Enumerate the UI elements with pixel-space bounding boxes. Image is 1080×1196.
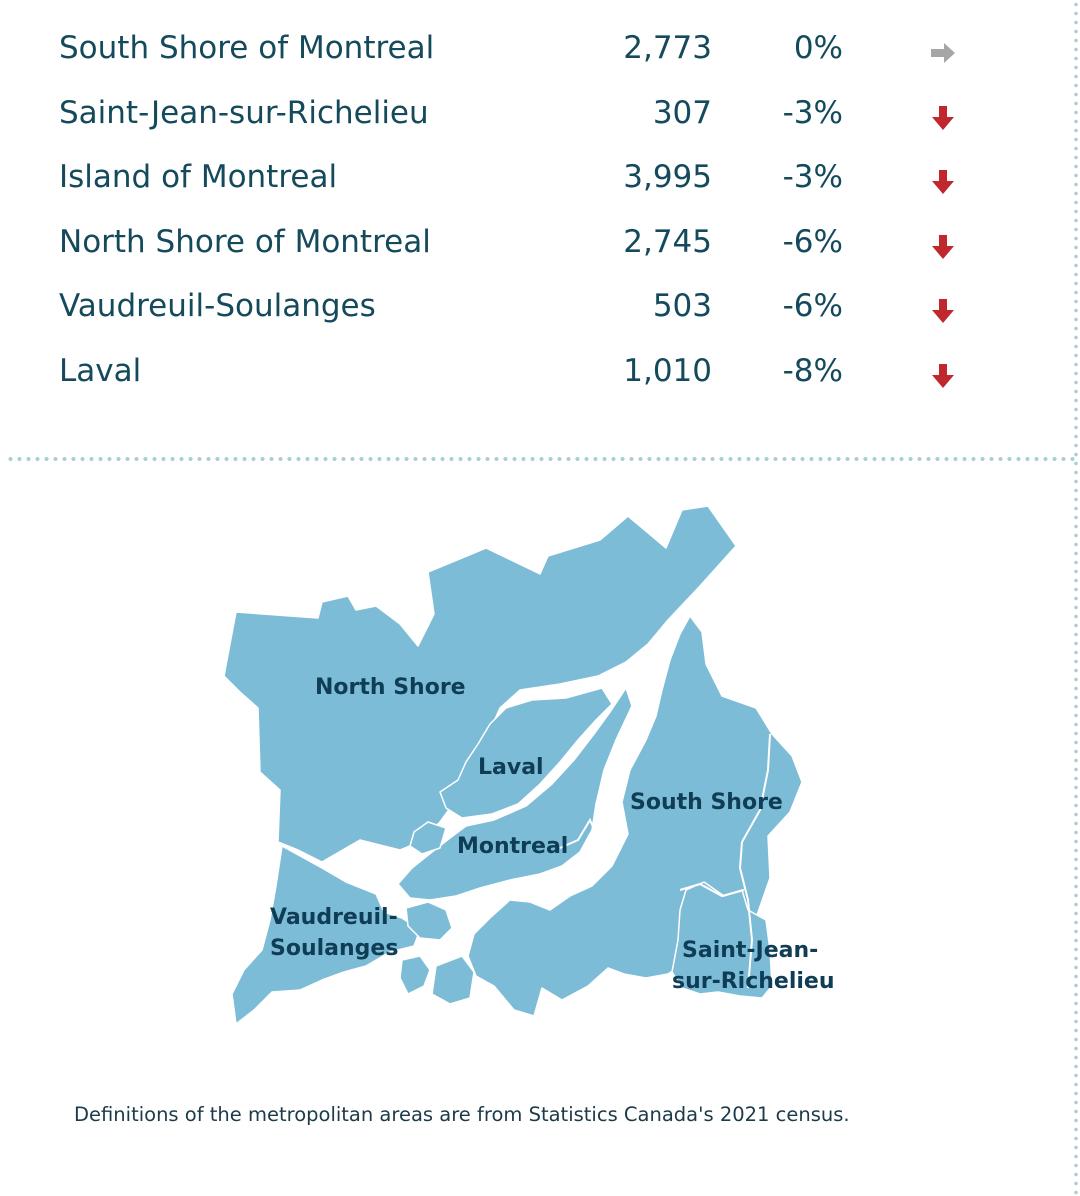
table-row <box>0 276 1060 341</box>
arrow-down-icon <box>928 103 958 133</box>
region-count: 1,010 <box>623 352 712 389</box>
map-region-west-piece <box>400 956 430 994</box>
table-row <box>0 147 1060 212</box>
region-name: Saint-Jean-sur-Richelieu <box>59 94 429 131</box>
region-name: Vaudreuil-Soulanges <box>59 288 376 324</box>
map-label-montreal: Montreal <box>457 834 569 859</box>
arrow-down-icon <box>928 296 958 326</box>
arrow-down-icon <box>928 167 958 197</box>
region-change: -6% <box>782 223 843 260</box>
region-change: 0% <box>793 30 843 66</box>
footnote: Definitions of the metropolitan areas are from Statistics Canada's 2021 census. <box>74 1103 850 1126</box>
arrow-right-icon <box>928 38 958 68</box>
arrow-down-icon <box>928 361 958 391</box>
map-label-vaudreuil-line1: Vaudreuil- <box>270 905 398 930</box>
region-count: 2,745 <box>623 223 712 260</box>
region-count: 307 <box>652 94 712 131</box>
region-name: Island of Montreal <box>59 159 338 195</box>
region-change: -3% <box>782 94 843 131</box>
region-change: -8% <box>782 352 843 389</box>
regions-table <box>0 18 1060 405</box>
map-label-stjean-line1: Saint-Jean- <box>682 938 819 963</box>
region-count: 3,995 <box>623 159 712 195</box>
map-label-laval: Laval <box>478 755 544 780</box>
map-label-vaudreuil-line2: Soulanges <box>270 936 399 961</box>
map-label-north-shore: North Shore <box>315 675 466 700</box>
table-row <box>0 212 1060 277</box>
section-divider <box>6 455 1076 463</box>
region-change: -6% <box>782 288 843 324</box>
map-label-stjean-line2: sur-Richelieu <box>672 969 835 994</box>
arrow-down-icon <box>928 232 958 262</box>
region-count: 2,773 <box>623 30 712 66</box>
region-name: South Shore of Montreal <box>59 30 435 66</box>
table-row <box>0 341 1060 406</box>
region-count: 503 <box>652 288 712 324</box>
map-label-south-shore: South Shore <box>630 790 783 815</box>
region-name: Laval <box>59 352 142 389</box>
map-region-west-piece-2 <box>432 956 474 1004</box>
region-map <box>0 480 1080 1060</box>
table-row <box>0 18 1060 83</box>
table-row <box>0 83 1060 148</box>
region-change: -3% <box>782 159 843 195</box>
region-name: North Shore of Montreal <box>59 223 431 260</box>
